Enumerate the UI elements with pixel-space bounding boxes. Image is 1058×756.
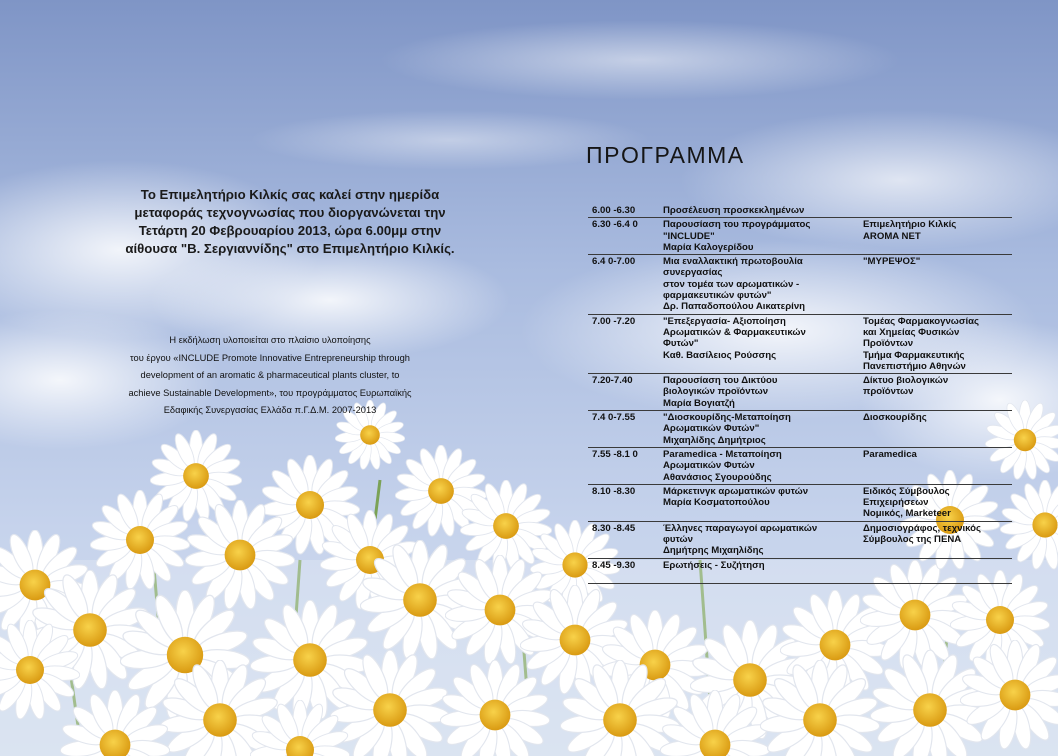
schedule-time: 8.30 -8.45 xyxy=(592,522,636,534)
organization-line: Επιχειρήσεων xyxy=(863,497,929,509)
schedule-topic xyxy=(663,256,863,312)
schedule-row xyxy=(588,485,1012,522)
topic-line: Μαρία Καλογερίδου xyxy=(663,241,754,253)
schedule-topic xyxy=(663,316,863,372)
topic-line: συνεργασίας xyxy=(663,267,723,279)
funding-line: achieve Sustainable Development», του προγράμματος Ευρωπαϊκής xyxy=(128,387,412,398)
organization-line: Διοσκουρίδης xyxy=(863,412,927,424)
invitation-line: αίθουσα "Β. Σεργιαννίδης" στο Επιμελητήριο Κιλκίς. xyxy=(125,241,455,256)
schedule-topic xyxy=(663,449,863,483)
organization-line: "ΜΥΡΕΨΟΣ" xyxy=(863,256,921,268)
schedule-time: 7.55 -8.1 0 xyxy=(592,448,638,460)
topic-line: Μάρκετινγκ αρωματικών φυτών xyxy=(663,485,809,497)
schedule-topic xyxy=(663,219,863,253)
schedule-topic xyxy=(663,560,863,582)
schedule-topic xyxy=(663,205,863,216)
schedule-organization xyxy=(863,205,1012,216)
topic-line: φυτών xyxy=(663,534,693,546)
schedule-organization xyxy=(863,523,1012,557)
topic-line: Αθανάσιος Σγουρούδης xyxy=(663,471,772,483)
topic-line: Μιχαηλίδης Δημήτριος xyxy=(663,434,766,446)
schedule-organization xyxy=(863,219,1012,253)
organization-line: Τομέας Φαρμακογνωσίας xyxy=(863,315,980,327)
funding-line: Η εκδήλωση υλοποιείται στο πλαίσιο υλοποίησης xyxy=(169,335,371,345)
organization-line: Δίκτυο βιολογικών xyxy=(863,375,949,387)
schedule-topic xyxy=(663,486,863,520)
organization-line: AROMA NET xyxy=(863,230,921,242)
schedule-time: 6.30 -6.4 0 xyxy=(592,219,638,231)
organization-line: Ειδικός Σύμβουλος xyxy=(863,485,950,497)
schedule-organization xyxy=(863,412,1012,446)
schedule-organization xyxy=(863,449,1012,483)
invitation-line: μεταφοράς τεχνογνωσίας που διοργανώνεται την xyxy=(134,205,446,220)
schedule-topic xyxy=(663,375,863,409)
topic-line: Παρουσίαση του Δικτύου xyxy=(663,375,778,387)
topic-line: Μαρία Βογιατζή xyxy=(663,397,735,409)
schedule-time: 8.45 -9.30 xyxy=(592,559,636,571)
topic-line: Παρουσίαση του προγράμματος xyxy=(663,219,811,231)
topic-line: στον τομέα των αρωματικών - xyxy=(663,278,800,290)
invitation-line: Το Επιμελητήριο Κιλκίς σας καλεί στην ημερίδα xyxy=(140,187,440,202)
organization-line: Πανεπιστήμιο Αθηνών xyxy=(863,360,966,372)
topic-line: Αρωματικών Φυτών" xyxy=(663,423,760,435)
schedule-organization xyxy=(863,486,1012,520)
topic-line: Μαρία Κοσματοπούλου xyxy=(663,497,770,509)
invitation-text xyxy=(80,186,500,258)
topic-line: Δρ. Παπαδοπούλου Αικατερίνη xyxy=(663,301,806,313)
schedule-organization xyxy=(863,256,1012,312)
topic-line: "INCLUDE" xyxy=(663,230,715,242)
topic-line: Έλληνες παραγωγοί αρωματικών xyxy=(663,522,818,534)
schedule-row xyxy=(588,522,1012,559)
schedule-row xyxy=(588,448,1012,485)
program-schedule xyxy=(588,204,1012,584)
topic-line: Αρωματικών & Φαρμακευτικών xyxy=(663,326,806,338)
topic-line: Paramedica - Μεταποίηση xyxy=(663,448,782,460)
schedule-row xyxy=(588,218,1012,255)
funding-line: development of an aromatic & pharmaceutical plants cluster, to xyxy=(140,370,400,381)
schedule-time: 7.00 -7.20 xyxy=(592,315,636,327)
schedule-time: 6.4 0-7.00 xyxy=(592,256,636,268)
topic-line: Ερωτήσεις - Συζήτηση xyxy=(663,559,765,571)
schedule-time: 7.20-7.40 xyxy=(592,375,633,387)
organization-line: Νομικός, Marketeer xyxy=(863,508,951,520)
schedule-row xyxy=(588,315,1012,374)
organization-line: Τμήμα Φαρμακευτικής xyxy=(863,349,965,361)
topic-line: Μια εναλλακτική πρωτοβουλία xyxy=(663,256,803,268)
organization-line: Σύμβουλος της ΠΕΝΑ xyxy=(863,534,962,546)
schedule-time: 8.10 -8.30 xyxy=(592,485,636,497)
organization-line: Δημοσιογράφος, τεχνικός xyxy=(863,522,982,534)
topic-line: βιολογικών προϊόντων xyxy=(663,386,769,398)
organization-line: Προϊόντων xyxy=(863,338,914,350)
organization-line: και Χημείας Φυσικών xyxy=(863,326,960,338)
organization-line: προϊόντων xyxy=(863,386,914,398)
schedule-organization xyxy=(863,375,1012,409)
topic-line: Αρωματικών Φυτών xyxy=(663,460,755,472)
program-title: ΠΡΟΓΡΑΜΜΑ xyxy=(586,142,745,168)
funding-note xyxy=(60,332,480,420)
organization-line: Επιμελητήριο Κιλκίς xyxy=(863,219,957,231)
schedule-topic xyxy=(663,523,863,557)
topic-line: Προσέλευση προσκεκλημένων xyxy=(663,205,805,216)
schedule-row xyxy=(588,374,1012,411)
schedule-organization xyxy=(863,316,1012,372)
schedule-row xyxy=(588,255,1012,314)
topic-line: Δημήτρης Μιχαηλίδης xyxy=(663,545,764,557)
topic-line: Φυτών" xyxy=(663,338,699,350)
schedule-time: 7.4 0-7.55 xyxy=(592,412,636,424)
funding-line: Εδαφικής Συνεργασίας Ελλάδα π.Γ.Δ.Μ. 2007-2013 xyxy=(163,405,377,416)
topic-line: "Επεξεργασία- Αξιοποίηση xyxy=(663,315,786,327)
funding-line: του έργου «INCLUDE Promote Innovative Entrepreneurship through xyxy=(130,352,410,363)
schedule-row xyxy=(588,559,1012,584)
schedule-topic xyxy=(663,412,863,446)
schedule-organization xyxy=(863,560,1012,582)
schedule-row xyxy=(588,411,1012,448)
topic-line: Καθ. Βασίλειος Ρούσσης xyxy=(663,349,777,361)
topic-line: φαρμακευτικών φυτών" xyxy=(663,290,772,302)
topic-line: "Διοσκουρίδης-Μεταποίηση xyxy=(663,412,791,424)
schedule-time: 6.00 -6.30 xyxy=(592,205,636,216)
schedule-row xyxy=(588,204,1012,218)
organization-line: Paramedica xyxy=(863,448,917,460)
invitation-line: Τετάρτη 20 Φεβρουαρίου 2013, ώρα 6.00μμ στην xyxy=(138,223,442,238)
